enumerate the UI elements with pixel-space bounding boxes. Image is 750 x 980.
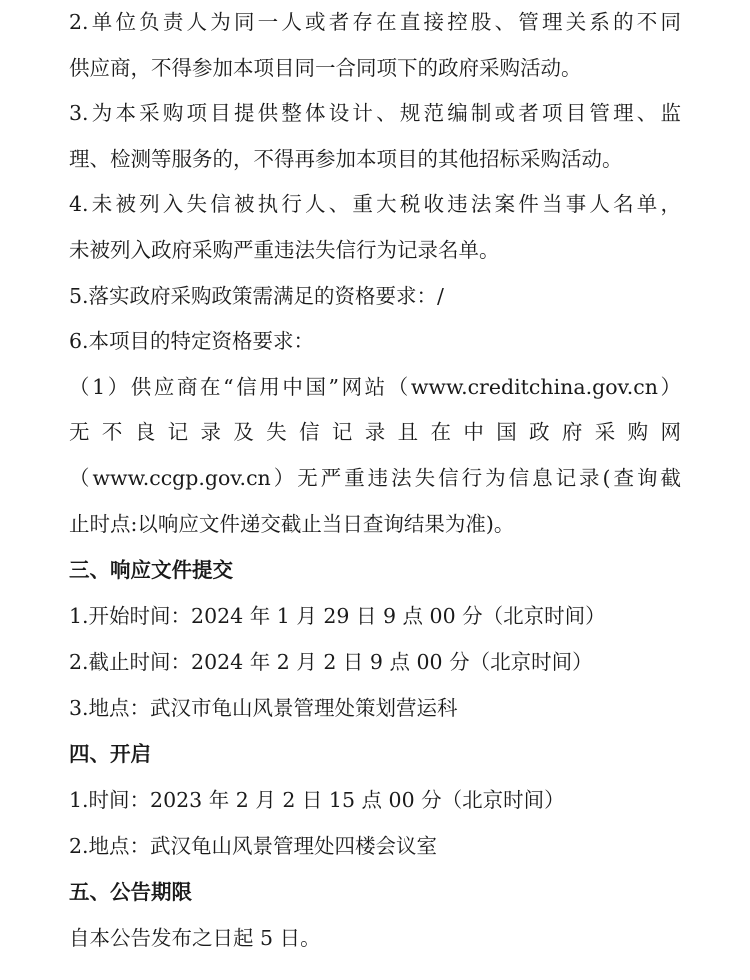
qualification-item-6-sub-line-2: 无不良记录及失信记录且在中国政府采购网 [69,420,681,444]
qualification-item-6-sub-line-1: （1）供应商在“信用中国”网站（www.creditchina.gov.cn） [69,375,681,399]
submission-start-time: 1.开始时间：2024 年 1 月 29 日 9 点 00 分（北京时间） [69,604,606,628]
opening-heading: 四、开启 [69,742,151,766]
qualification-item-2-line-2: 供应商，不得参加本项目同一合同项下的政府采购活动。 [69,56,582,80]
submission-location: 3.地点：武汉市龟山风景管理处策划营运科 [69,696,458,720]
qualification-item-2-line-1: 2.单位负责人为同一人或者存在直接控股、管理关系的不同 [69,10,681,34]
qualification-item-3-line-1: 3.为本采购项目提供整体设计、规范编制或者项目管理、监 [69,101,681,125]
qualification-item-3-line-2: 理、检测等服务的，不得再参加本项目的其他招标采购活动。 [69,147,623,171]
opening-location: 2.地点：武汉龟山风景管理处四楼会议室 [69,834,438,858]
qualification-item-4-line-2: 未被列入政府采购严重违法失信行为记录名单。 [69,238,500,262]
qualification-item-6: 6.本项目的特定资格要求： [69,329,315,353]
qualification-item-6-sub-line-4: 止时点:以响应文件递交截止当日查询结果为准)。 [69,512,515,536]
qualification-item-6-sub-line-3: （www.ccgp.gov.cn）无严重违法失信行为信息记录(查询截 [69,466,681,490]
submission-heading: 三、响应文件提交 [69,558,233,582]
qualification-item-5: 5.落实政府采购政策需满足的资格要求：/ [69,284,444,308]
opening-time: 1.时间：2023 年 2 月 2 日 15 点 00 分（北京时间） [69,788,565,812]
announcement-period: 自本公告发布之日起 5 日。 [69,926,321,950]
announcement-heading: 五、公告期限 [69,880,192,904]
qualification-item-4-line-1: 4.未被列入失信被执行人、重大税收违法案件当事人名单， [69,192,681,216]
submission-end-time: 2.截止时间：2024 年 2 月 2 日 9 点 00 分（北京时间） [69,650,593,674]
